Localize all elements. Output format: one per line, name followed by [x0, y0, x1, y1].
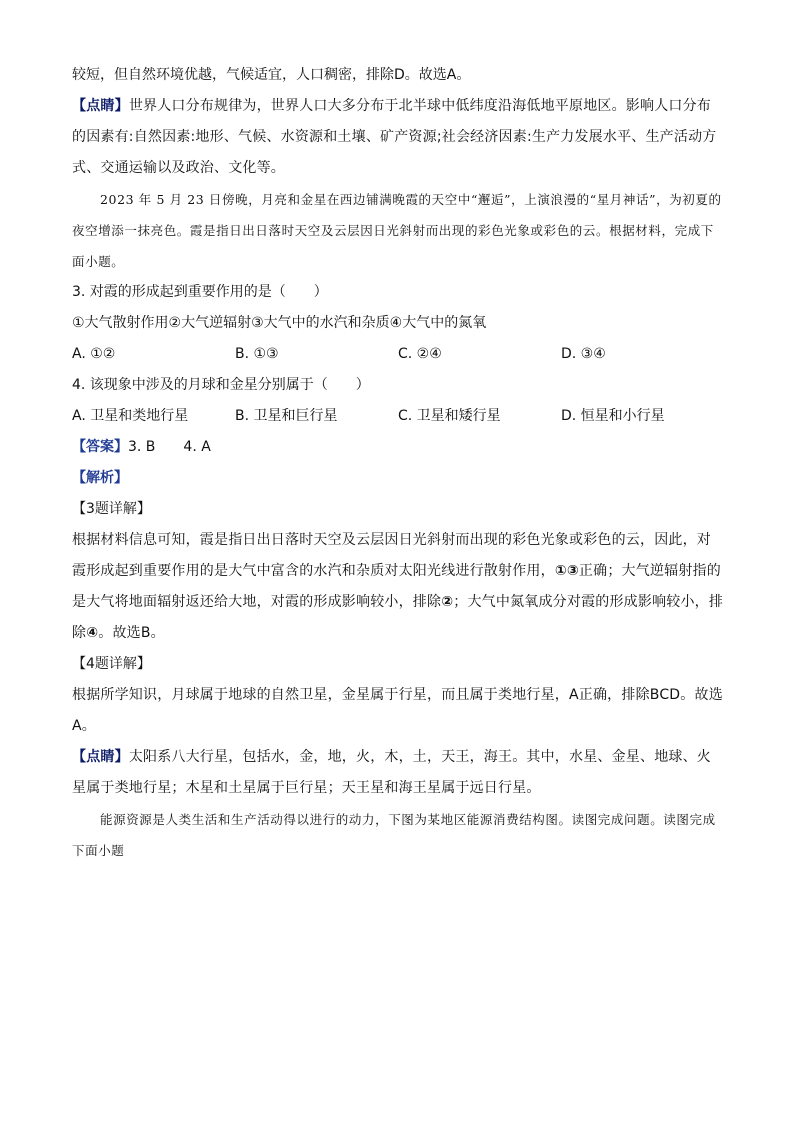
prev-explanation-tail: 较短，但自然环境优越，气候适宜，人口稠密，排除D。故选A。	[72, 67, 471, 83]
option-a: A. 卫星和类地行星	[72, 408, 189, 424]
dianjing-text: 太阳系八大行星，包括水，金，地，火，木，土，天王，海王。其中，水星、金星、地球、火星属于类地行星；木星和土星属于巨行星；天王星和海王星属于远日行星。	[72, 749, 712, 796]
answer-tag: 【答案】	[72, 439, 128, 455]
detail-3-circled: ④	[86, 625, 99, 641]
dianjing-tag: 【点睛】	[72, 749, 129, 765]
question-3-stem: 3. 对霞的形成起到重要作用的是（ ）	[72, 284, 328, 300]
dianjing-tag: 【点睛】	[72, 98, 129, 114]
option-a: A. ①②	[72, 346, 116, 362]
option-c: C. ②④	[398, 346, 442, 362]
answer-line	[72, 432, 724, 463]
question-3-options	[72, 339, 724, 370]
detail-3-part: 根据材料信息可知，霞是指日出日落时天空及云层因日光斜射而出现的彩色光象或彩色的云，因此，对霞形成起到重要作用的是大气中富含的水汽和杂质对太阳光线进行散射作用，	[72, 532, 711, 579]
document-page	[72, 60, 724, 866]
option-d: D. 恒星和小行星	[561, 408, 665, 424]
detail-3-part: 正确；大气逆辐射指的是大气将地面辐射返还给大地，对霞的形成影响较小，排除	[72, 563, 721, 610]
question-4-stem: 4. 该现象中涉及的月球和金星分别属于（ ）	[72, 377, 370, 393]
answer-3: 3. B	[128, 439, 156, 455]
detail-3-part: 。故选B。	[98, 625, 165, 641]
analysis-heading: 【解析】	[72, 470, 128, 486]
answer-4: 4. A	[183, 439, 211, 455]
dianjing-block-2	[72, 742, 724, 804]
option-b: B. ①③	[235, 346, 279, 362]
detail-3-circled: ①③	[554, 563, 579, 579]
detail-4-heading: 【4题详解】	[72, 656, 151, 672]
material-passage-1: 2023 年 5 月 23 日傍晚，月亮和金星在西边铺满晚霞的天空中“邂逅”，上演浪漫的“星月神话”，为初夏的夜空增添一抹亮色。霞是指日出日落时天空及云层因日光斜射而出现的彩色光象或彩色的云。根据材料，完成下面小题。	[72, 192, 722, 269]
detail-4-text: 根据所学知识，月球属于地球的自然卫星，金星属于行星，而且属于类地行星，A正确，排除BCD。故选A。	[72, 687, 723, 734]
option-b: B. 卫星和巨行星	[235, 408, 338, 424]
material-passage-2: 能源资源是人类生活和生产活动得以进行的动力，下图为某地区能源消费结构图。读图完成问题。读图完成下面小题	[72, 812, 716, 858]
dianjing-block-1	[72, 91, 724, 184]
question-3-items: ①大气散射作用②大气逆辐射③大气中的水汽和杂质④大气中的氮氧	[72, 315, 487, 331]
detail-3-text	[72, 525, 724, 649]
detail-3-part: ；大气中氮氧成分对霞的形成影响较小，排除	[72, 594, 724, 641]
option-d: D. ③④	[561, 346, 606, 362]
dianjing-text: 世界人口分布规律为，世界人口大多分布于北半球中低纬度沿海低地平原地区。影响人口分布的因素有:自然因素:地形、气候、水资源和土壤、矿产资源;社会经济因素:生产力发展水平、生产活动方式、交通运输以及政治、文化等。	[72, 98, 717, 176]
question-4-options	[72, 401, 724, 432]
option-c: C. 卫星和矮行星	[398, 408, 501, 424]
detail-3-circled: ②	[441, 594, 454, 610]
detail-3-heading: 【3题详解】	[72, 501, 151, 517]
